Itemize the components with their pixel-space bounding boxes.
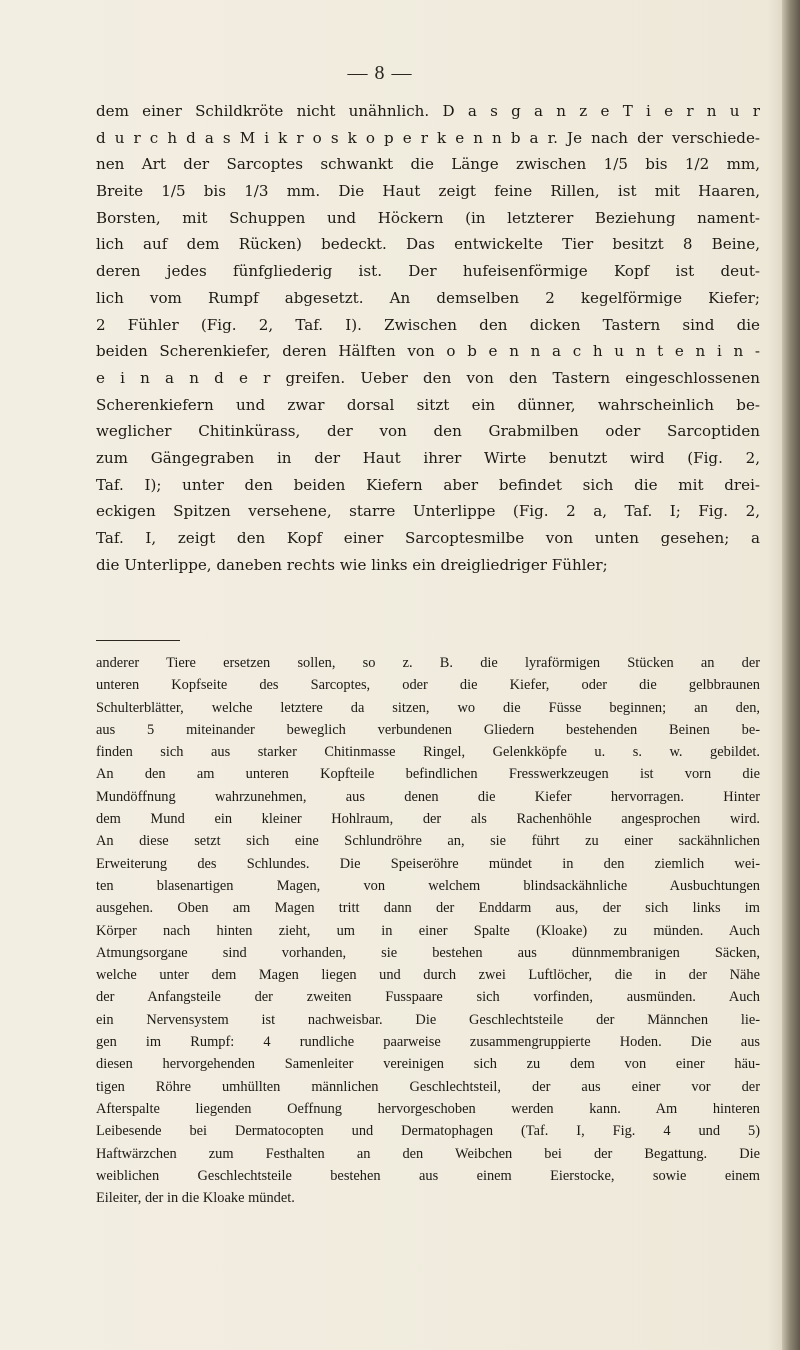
footnote-line: aus 5 miteinander beweglich verbundenen Gliedern bestehenden Beinen be- [96, 721, 760, 738]
main-text-line: weglicher Chitinkürass, der von den Grabmilben oder Sarcoptiden [96, 422, 760, 441]
main-text-line: d u r c h d a s M i k r o s k o p e r k e n n b a r. Je nach der verschiede- [96, 128, 760, 147]
footnote-line: Mundöffnung wahrzunehmen, aus denen die Kiefer hervorragen. Hinter [96, 788, 760, 805]
footnote-line: Leibesende bei Dermatocopten und Dermatophagen (Taf. I, Fig. 4 und 5) [96, 1123, 760, 1140]
footnote-line: An diese setzt sich eine Schlundröhre an, sie führt zu einer sackähnlichen [96, 833, 760, 850]
footnote-line: gen im Rumpf: 4 rundliche paarweise zusammengruppierte Hoden. Die aus [96, 1034, 760, 1051]
main-text-line: die Unterlippe, daneben rechts wie links ein dreigliedriger Fühler; [96, 555, 608, 574]
main-text-block [96, 98, 760, 578]
main-text-line: lich auf dem Rücken) bedeckt. Das entwickelte Tier besitzt 8 Beine, [96, 235, 760, 254]
footnote-line: Haftwärzchen zum Festhalten an den Weibchen bei der Begattung. Die [96, 1145, 760, 1162]
footnote-line: ten blasenartigen Magen, von welchem blindsackähnliche Ausbuchtungen [96, 877, 760, 894]
footnote-line: welche unter dem Magen liegen und durch zwei Luftlöcher, die in der Nähe [96, 967, 760, 984]
footnote-line: finden sich aus starker Chitinmasse Ringel, Gelenkköpfe u. s. w. gebildet. [96, 744, 760, 761]
main-text-line: Scherenkiefern und zwar dorsal sitzt ein dünner, wahrscheinlich be- [96, 395, 760, 414]
main-text-line: dem einer Schildkröte nicht unähnlich. D a s g a n z e T i e r n u r [96, 102, 760, 120]
footnote-line: Schulterblätter, welche letztere da sitzen, wo die Füsse beginnen; an den, [96, 699, 760, 716]
main-text-line: Borsten, mit Schuppen und Höckern (in letzterer Beziehung nament- [96, 208, 760, 227]
footnote-line: ein Nervensystem ist nachweisbar. Die Geschlechtsteile der Männchen lie- [96, 1011, 760, 1028]
page-number: — 8 — [347, 62, 413, 84]
main-text-line: Breite 1/5 bis 1/3 mm. Die Haut zeigt feine Rillen, ist mit Haaren, [96, 182, 760, 201]
main-text-line: nen Art der Sarcoptes schwankt die Länge zwischen 1/5 bis 1/2 mm, [96, 155, 760, 174]
main-text-line: zum Gängegraben in der Haut ihrer Wirte benutzt wird (Fig. 2, [96, 448, 760, 467]
footnote-line: ausgehen. Oben am Magen tritt dann der Enddarm aus, der sich links im [96, 900, 760, 917]
footnote-line: tigen Röhre umhüllten männlichen Geschlechtsteil, der aus einer vor der [96, 1078, 760, 1095]
footnote-line: Körper nach hinten zieht, um in einer Spalte (Kloake) zu münden. Auch [96, 922, 760, 939]
book-binding-edge [782, 0, 800, 1350]
main-text-line: beiden Scherenkiefer, deren Hälften von o b e n n a c h u n t e n i n - [96, 342, 760, 361]
main-text-line: 2 Fühler (Fig. 2, Taf. I). Zwischen den dicken Tastern sind die [96, 315, 760, 334]
footnote-line: unteren Kopfseite des Sarcoptes, oder die Kiefer, oder die gelbbraunen [96, 677, 760, 694]
main-text-line: eckigen Spitzen versehene, starre Unterlippe (Fig. 2 a, Taf. I; Fig. 2, [96, 502, 760, 521]
main-text-line: lich vom Rumpf abgesetzt. An demselben 2 kegelförmige Kiefer; [96, 288, 760, 307]
footnote-line: An den am unteren Kopfteile befindlichen Fresswerkzeugen ist vorn die [96, 766, 760, 783]
footnote-text-block [96, 652, 760, 1209]
footnote-line: Afterspalte liegenden Oeffnung hervorgeschoben werden kann. Am hinteren [96, 1100, 760, 1117]
footnote-line: Atmungsorgane sind vorhanden, sie bestehen aus dünnmembranigen Säcken, [96, 944, 760, 961]
footnote-line: Eileiter, der in die Kloake mündet. [96, 1190, 295, 1207]
main-text-line: e i n a n d e r greifen. Ueber den von den Tastern eingeschlossenen [96, 368, 760, 387]
main-text-line: Taf. I, zeigt den Kopf einer Sarcoptesmilbe von unten gesehen; a [96, 529, 760, 547]
footnote-line: diesen hervorgehenden Samenleiter vereinigen sich zu dem von einer häu- [96, 1056, 760, 1073]
footnote-line: anderer Tiere ersetzen sollen, so z. B. die lyraförmigen Stücken an der [96, 655, 760, 671]
footnote-line: der Anfangsteile der zweiten Fusspaare sich vorfinden, ausmünden. Auch [96, 989, 760, 1006]
main-text-line: deren jedes fünfgliederig ist. Der hufeisenförmige Kopf ist deut- [96, 262, 760, 281]
main-text-line: Taf. I); unter den beiden Kiefern aber befindet sich die mit drei- [96, 475, 760, 494]
footnote-line: dem Mund ein kleiner Hohlraum, der als Rachenhöhle angesprochen wird. [96, 811, 760, 828]
footnote-line: Erweiterung des Schlundes. Die Speiseröhre mündet in den ziemlich wei- [96, 855, 760, 872]
footnote-line: weiblichen Geschlechtsteile bestehen aus einem Eierstocke, sowie einem [96, 1167, 760, 1184]
footnote-separator-rule [96, 640, 180, 641]
